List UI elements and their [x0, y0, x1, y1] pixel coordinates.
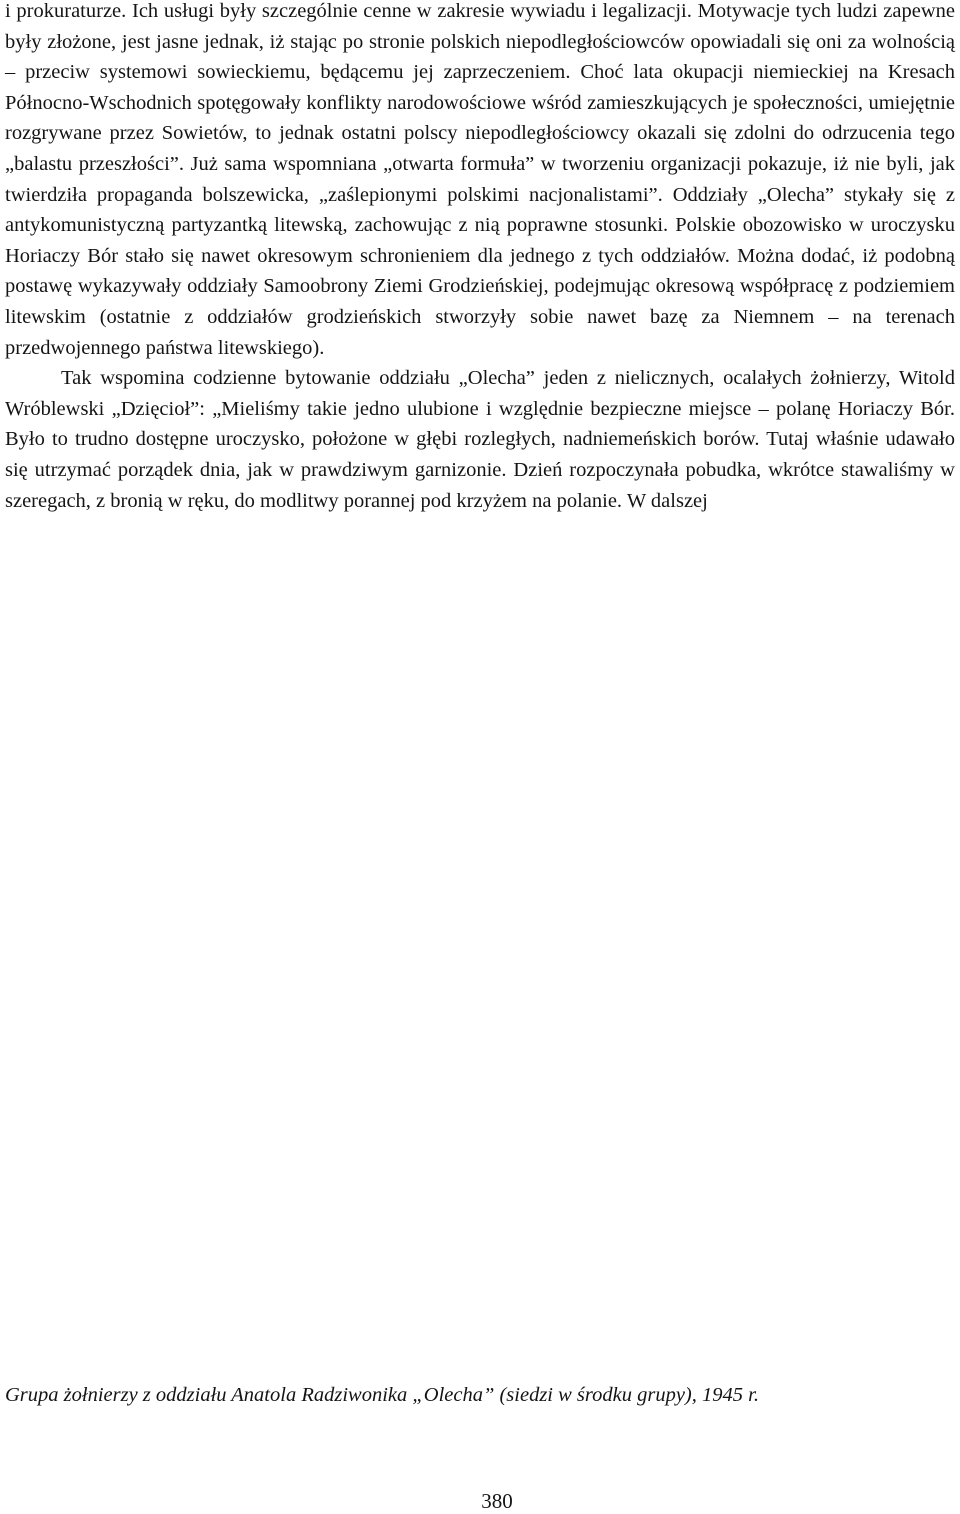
figure-caption: Grupa żołnierzy z oddziału Anatola Radziwonika „Olecha” (siedzi w środku grupy), 1945 r.: [5, 1384, 759, 1406]
body-text: [5, 0, 955, 516]
paragraph-2: Tak wspomina codzienne bytowanie oddziału „Olecha” jeden z nielicznych, ocalałych żołnierzy, Witold Wróblewski „Dzięcioł”: „Mieliśmy takie jedno ulubione i względnie bezpieczne miejsce – polanę Horiaczy Bór. Było to trudno dostępne uroczysko, położone w głębi rozległych, nadniemeńskich borów. Tutaj właśnie udawało się utrzymać porządek dnia, jak w prawdziwym garnizonie. Dzień rozpoczynała pobudka, wkrótce stawaliśmy w szeregach, z bronią w ręku, do modlitwy porannej pod krzyżem na polanie. W dalszej: [5, 367, 955, 512]
page-number: 380: [481, 1489, 513, 1513]
photo-placeholder: [0, 650, 960, 1370]
paragraph-1: i prokuraturze. Ich usługi były szczególnie cenne w zakresie wywiadu i legalizacji. Motywacje tych ludzi zapewne były złożone, jest jasne jednak, iż stając po stronie polskich niepodległościowców opowiadali się oni za wolnością – przeciw systemowi sowieckiemu, będącemu jej zaprzeczeniem. Choć lata okupacji niemieckiej na Kresach Północno-Wschodnich spotęgowały konflikty narodowościowe wśród zamieszkujących je społeczności, umiejętnie rozgrywane przez Sowietów, to jednak ostatni polscy niepodległościowcy okazali się zdolni do odrzucenia tego „balastu przeszłości”. Już sama wspomniana „otwarta formuła” w tworzeniu organizacji pokazuje, iż nie byli, jak twierdziła propaganda bolszewicka, „zaślepionymi polskimi nacjonalistami”. Oddziały „Olecha” stykały się z antykomunistyczną partyzantką litewską, zachowując z nią poprawne stosunki. Polskie obozowisko w uroczysku Horiaczy Bór stało się nawet okresowym schronieniem dla jednego z tych oddziałów. Można dodać, iż podobną postawę wykazywały oddziały Samoobrony Ziemi Grodzieńskiej, podejmując okresową współpracę z podziemiem litewskim (ostatnie z oddziałów grodzieńskich stworzyły sobie nawet bazę za Niemnem – na terenach przedwojennego państwa litewskiego).: [5, 0, 955, 359]
